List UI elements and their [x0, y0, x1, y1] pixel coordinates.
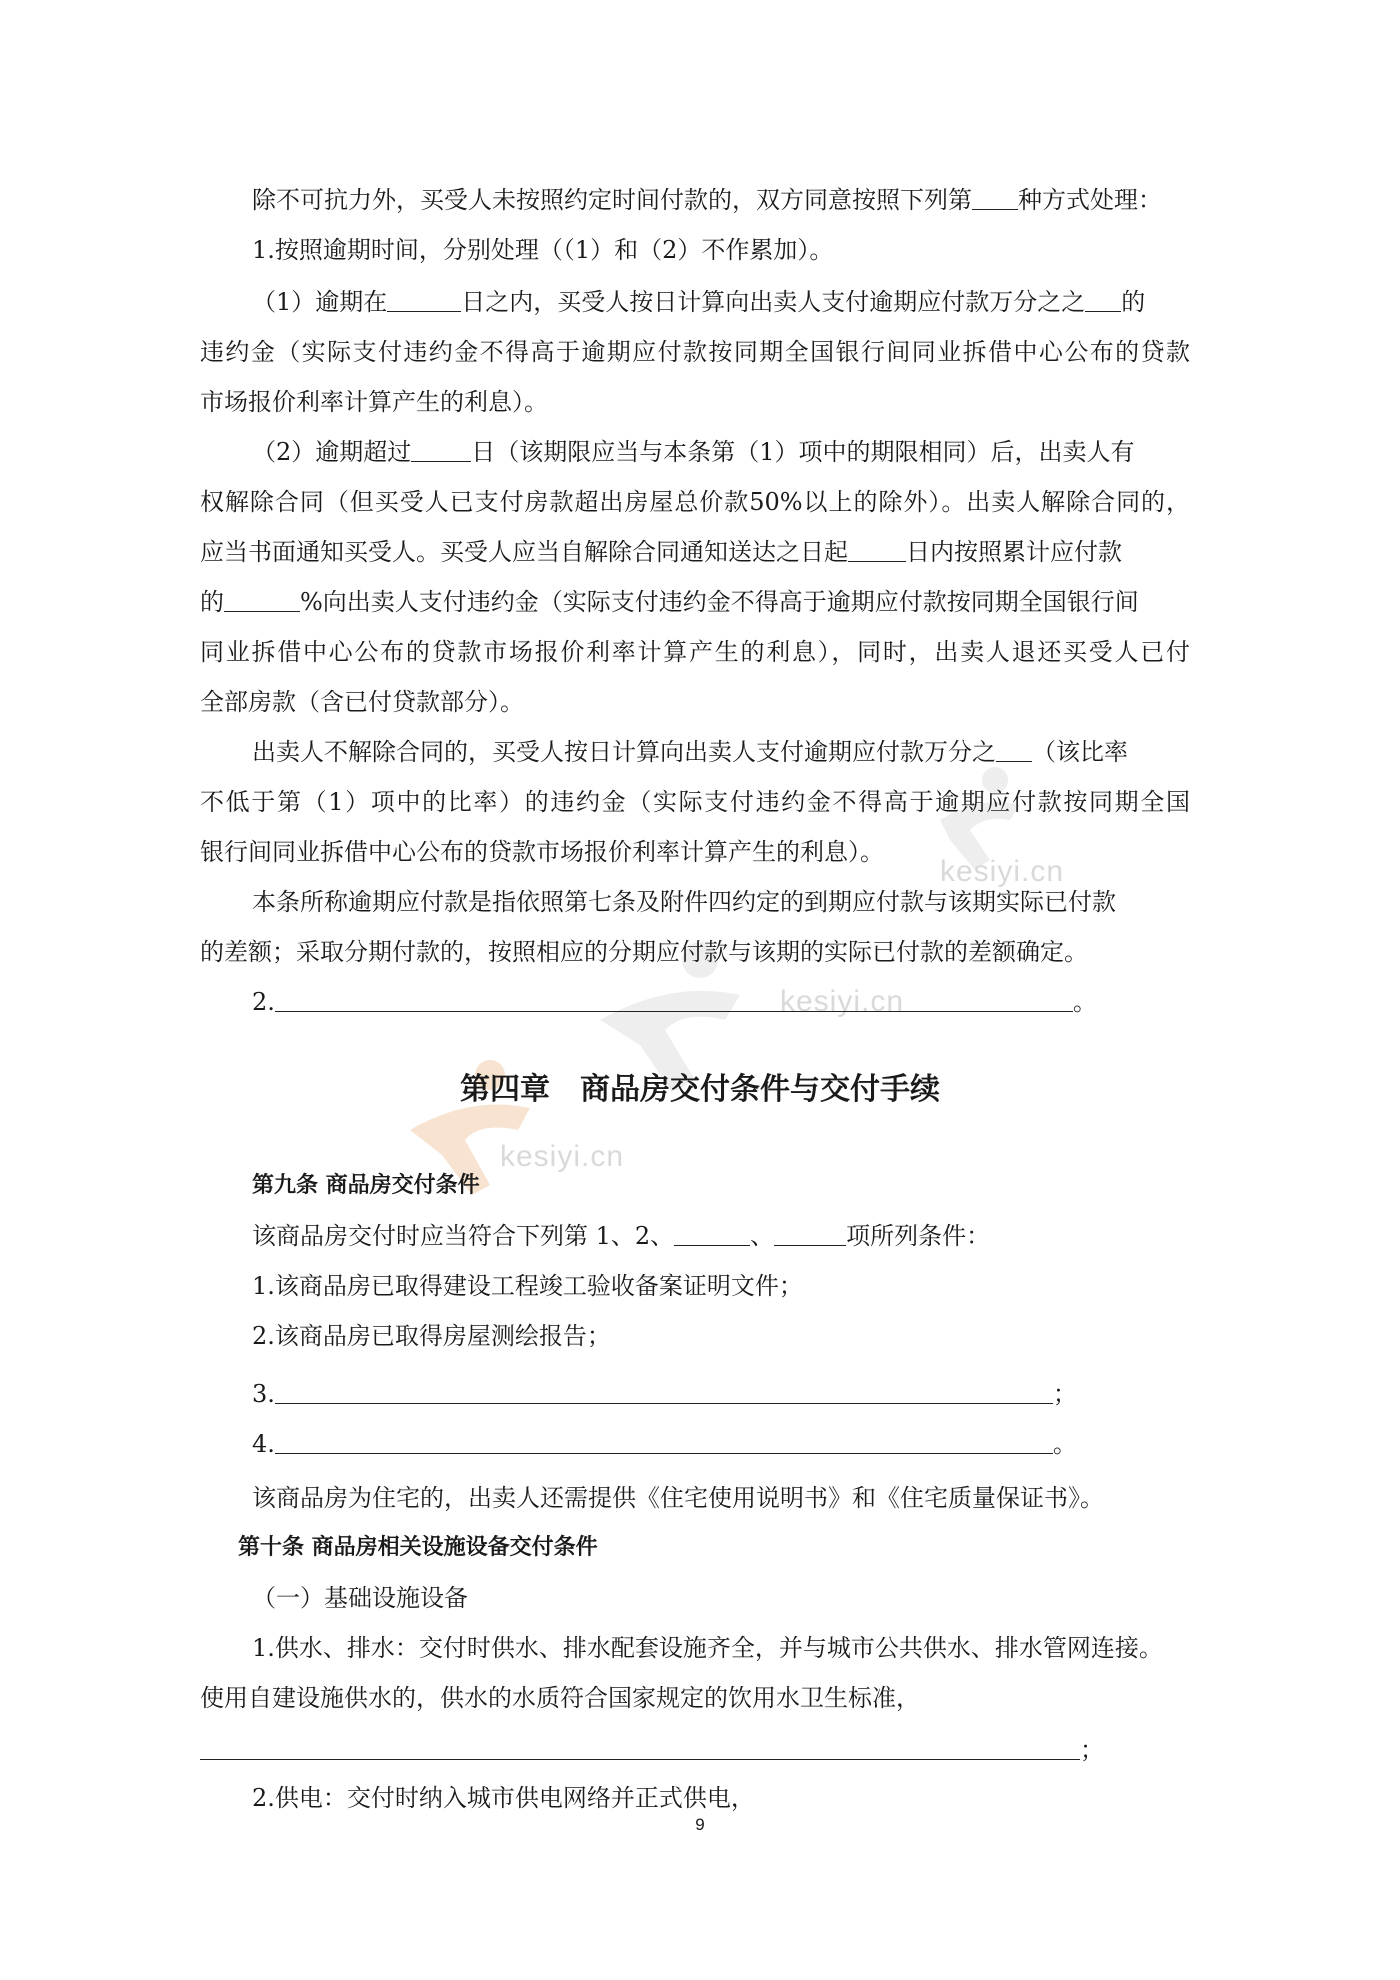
paragraph-line: 1.供水、排水：交付时供水、排水配套设施齐全，并与城市公共供水、排水管网连接。: [252, 1634, 1163, 1662]
watermark-text: kesiyi.cn: [500, 1140, 625, 1173]
paragraph-line: 该商品房交付时应当符合下列第 1、2、 、 项所列条件：: [252, 1222, 991, 1250]
article-heading: 第九条 商品房交付条件: [252, 1173, 480, 1198]
paragraph-line: 同业拆借中心公布的贷款市场报价利率计算产生的利息），同时，出卖人退还买受人已付: [200, 638, 1190, 666]
paragraph-line: 除不可抗力外，买受人未按照约定时间付款的，双方同意按照下列第 种方式处理：: [252, 186, 1162, 214]
paragraph-line: 应当书面通知买受人。买受人应当自解除合同通知送达之日起 日内按照累计应付款: [200, 538, 1122, 566]
watermark-text: kesiyi.cn: [780, 985, 905, 1018]
paragraph-line: 出卖人不解除合同的，买受人按日计算向出卖人支付逾期应付款万分之 （该比率: [252, 738, 1128, 766]
page-number: 9: [695, 1815, 705, 1834]
paragraph-line: （2）逾期超过 日（该期限应当与本条第（1）项中的期限相同）后，出卖人有: [252, 438, 1135, 466]
chapter-title: 第四章 商品房交付条件与交付手续: [460, 1072, 940, 1107]
paragraph-line: 的差额；采取分期付款的，按照相应的分期应付款与该期的实际已付款的差额确定。: [200, 938, 1088, 966]
watermark-text: kesiyi.cn: [940, 855, 1065, 888]
list-item: 1.该商品房已取得建设工程竣工验收备案证明文件；: [252, 1272, 803, 1300]
fill-in-line: ；: [200, 1734, 1104, 1766]
paragraph-line: 不低于第（1）项中的比率）的违约金（实际支付违约金不得高于逾期应付款按同期全国: [200, 788, 1190, 816]
paragraph-line: 违约金（实际支付违约金不得高于逾期应付款按同期全国银行间同业拆借中心公布的贷款: [200, 338, 1190, 366]
section-heading: （一）基础设施设备: [252, 1584, 468, 1612]
paragraph-line: （1）逾期在 日之内，买受人按日计算向出卖人支付逾期应付款万分之之 的: [252, 288, 1146, 316]
fill-in-line: 2. 。: [252, 988, 1097, 1016]
paragraph-line: 该商品房为住宅的，出卖人还需提供《住宅使用说明书》和《住宅质量保证书》。: [252, 1484, 1104, 1512]
paragraph-line: 市场报价利率计算产生的利息）。: [200, 388, 548, 416]
paragraph-line: 本条所称逾期应付款是指依照第七条及附件四约定的到期应付款与该期实际已付款: [252, 888, 1116, 916]
paragraph-line: 权解除合同（但买受人已支付房款超出房屋总价款50%以上的除外）。出卖人解除合同的，: [200, 488, 1190, 516]
paragraph-line: 银行间同业拆借中心公布的贷款市场报价利率计算产生的利息）。: [200, 838, 884, 866]
article-heading: 第十条 商品房相关设施设备交付条件: [238, 1535, 598, 1560]
paragraph-line: 全部房款（含已付贷款部分）。: [200, 688, 524, 716]
paragraph-line: 使用自建设施供水的，供水的水质符合国家规定的饮用水卫生标准，: [200, 1684, 920, 1712]
list-item: 2.该商品房已取得房屋测绘报告；: [252, 1322, 611, 1350]
fill-in-line: 4. 。: [252, 1430, 1077, 1458]
paragraph-line: 2.供电：交付时纳入城市供电网络并正式供电，: [252, 1784, 755, 1812]
fill-in-line: 3. ；: [252, 1380, 1077, 1408]
paragraph-line: 的 %向出卖人支付违约金（实际支付违约金不得高于逾期应付款按同期全国银行间: [200, 588, 1139, 616]
paragraph-line: 1.按照逾期时间，分别处理（（1）和（2）不作累加）。: [252, 236, 834, 264]
